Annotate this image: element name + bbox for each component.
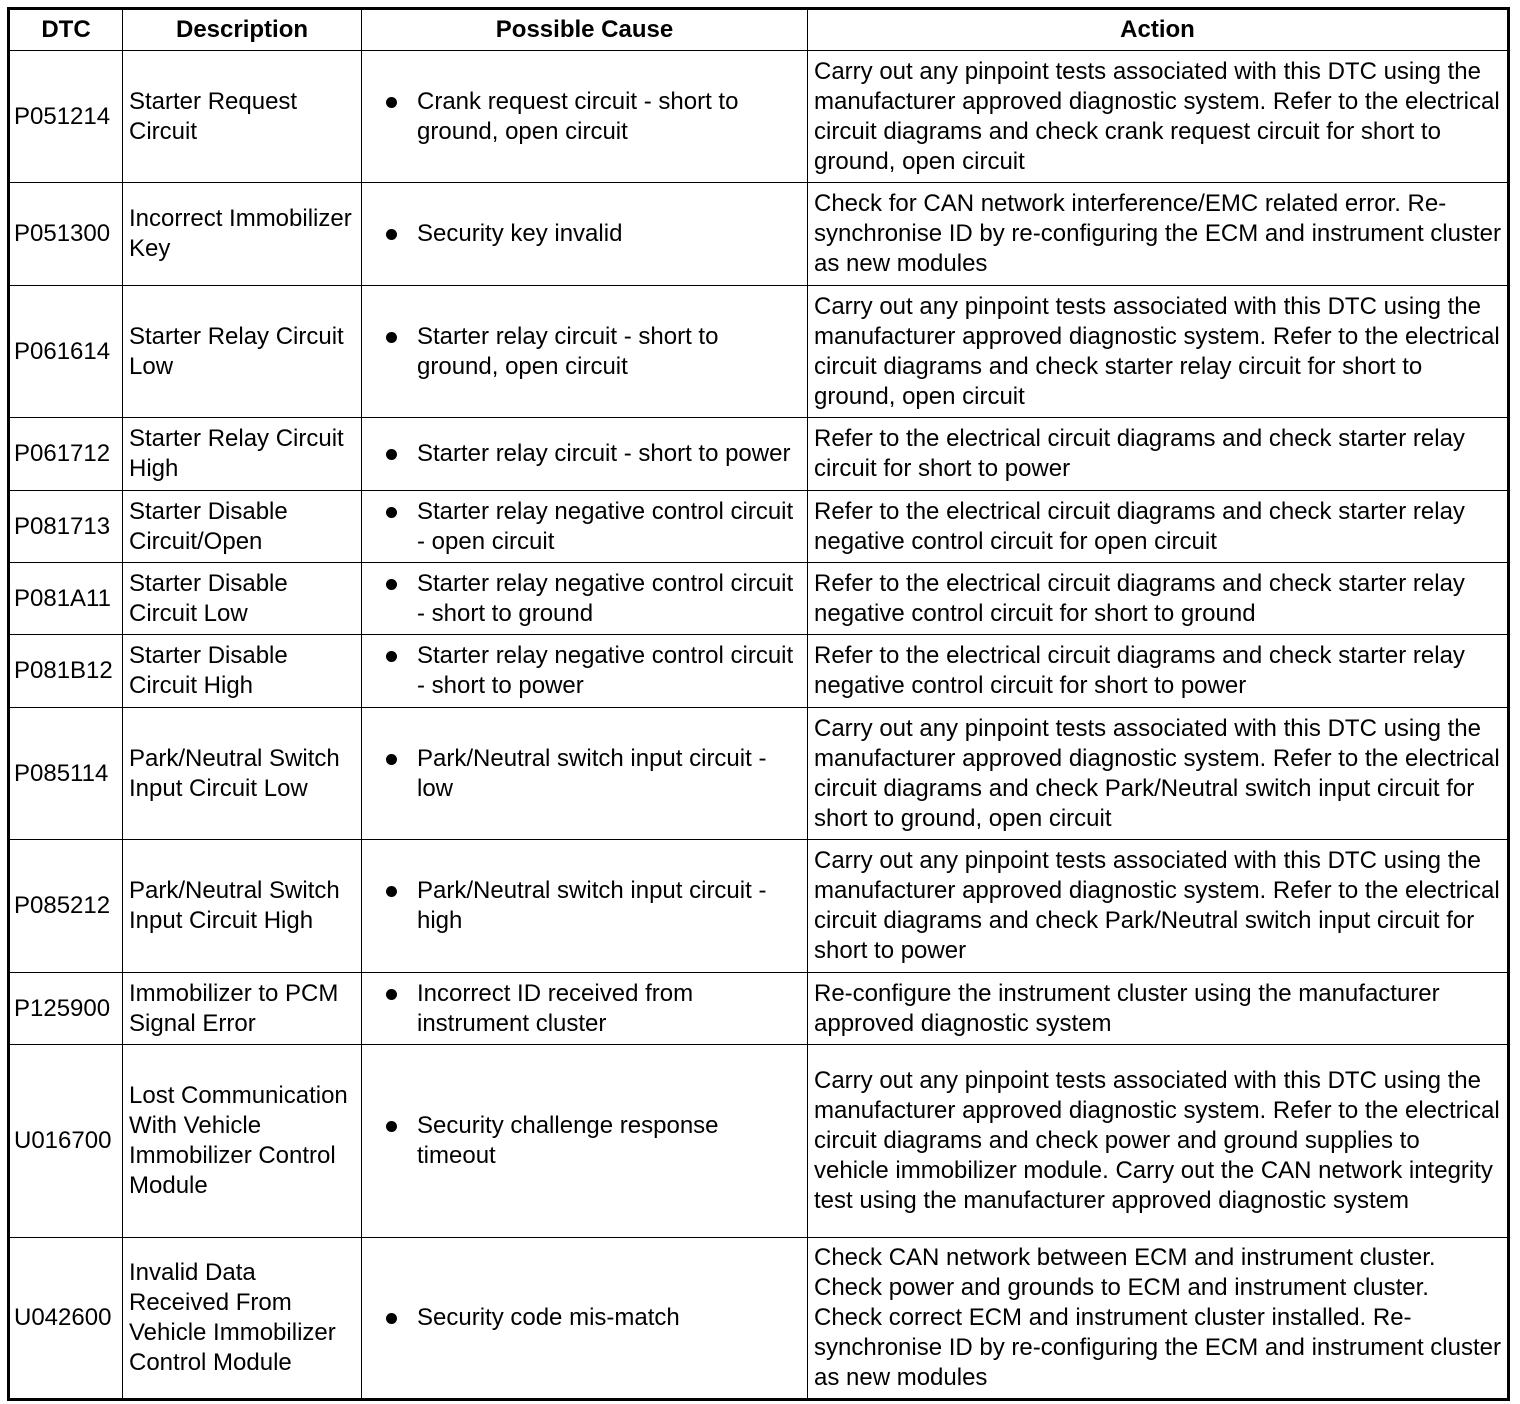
cell-possible-cause: [362, 286, 808, 418]
cell-description: Lost Communication With Vehicle Immobilizer Control Module: [123, 1045, 362, 1238]
cell-possible-cause: [362, 491, 808, 563]
header-action: Action: [808, 9, 1509, 51]
cell-possible-cause: [362, 635, 808, 708]
cell-action: Refer to the electrical circuit diagrams and check starter relay circuit for short to power: [808, 418, 1509, 491]
cell-action: Refer to the electrical circuit diagrams and check starter relay negative control circuit for open circuit: [808, 491, 1509, 563]
header-possible-cause: Possible Cause: [362, 9, 808, 51]
cell-dtc: P081713: [9, 491, 123, 563]
bullet-icon: [386, 1121, 397, 1132]
cell-description: Invalid Data Received From Vehicle Immobilizer Control Module: [123, 1238, 362, 1400]
bullet-icon: [386, 507, 397, 518]
bullet-icon: [386, 886, 397, 897]
table-row: [9, 183, 1509, 286]
cell-dtc: P081A11: [9, 563, 123, 635]
cell-description: Starter Relay Circuit High: [123, 418, 362, 491]
cell-possible-cause: [362, 418, 808, 491]
cause-text: Starter relay negative control circuit - short to power: [417, 642, 794, 699]
cell-dtc: U042600: [9, 1238, 123, 1400]
bullet-icon: [386, 579, 397, 590]
cell-action: Carry out any pinpoint tests associated with this DTC using the manufacturer approved diagnostic system. Refer to the electrical circuit diagrams and check Park/Neutral switch input circuit for short to power: [808, 840, 1509, 973]
cause-text: Security key invalid: [417, 220, 623, 247]
cell-description: Starter Disable Circuit Low: [123, 563, 362, 635]
dtc-table: [7, 7, 1510, 1401]
cell-dtc: U016700: [9, 1045, 123, 1238]
cell-possible-cause: [362, 183, 808, 286]
cell-action: Carry out any pinpoint tests associated with this DTC using the manufacturer approved diagnostic system. Refer to the electrical circuit diagrams and check crank request circuit for short to ground, open circuit: [808, 51, 1509, 183]
bullet-icon: [386, 989, 397, 1000]
cell-action: Refer to the electrical circuit diagrams and check starter relay negative control circuit for short to ground: [808, 563, 1509, 635]
cause-text: Park/Neutral switch input circuit - high: [417, 877, 767, 934]
cause-text: Security challenge response timeout: [417, 1112, 719, 1169]
cell-possible-cause: [362, 51, 808, 183]
cell-action: Carry out any pinpoint tests associated with this DTC using the manufacturer approved diagnostic system. Refer to the electrical circuit diagrams and check power and ground supplies to vehicle immobilizer module. Carry out the CAN network integrity test using the manufacturer approved diagnostic system: [808, 1045, 1509, 1238]
cell-dtc: P125900: [9, 973, 123, 1045]
table-row: [9, 286, 1509, 418]
cause-text: Starter relay circuit - short to ground, open circuit: [417, 322, 719, 380]
cell-dtc: P061614: [9, 286, 123, 418]
cell-description: Immobilizer to PCM Signal Error: [123, 973, 362, 1045]
cause-text: Starter relay negative control circuit - short to ground: [417, 569, 794, 627]
table-row: [9, 708, 1509, 840]
table-row: [9, 491, 1509, 563]
bullet-icon: [386, 97, 397, 108]
table-row: [9, 563, 1509, 635]
cell-dtc: P085212: [9, 840, 123, 973]
table-row: [9, 973, 1509, 1045]
cell-dtc: P051214: [9, 51, 123, 183]
cell-possible-cause: [362, 1045, 808, 1238]
bullet-icon: [386, 229, 397, 240]
table-row: [9, 635, 1509, 708]
cell-possible-cause: [362, 840, 808, 973]
table-row: [9, 1238, 1509, 1400]
cell-dtc: P061712: [9, 418, 123, 491]
cell-possible-cause: [362, 708, 808, 840]
header-description: Description: [123, 9, 362, 51]
cell-action: Carry out any pinpoint tests associated with this DTC using the manufacturer approved diagnostic system. Refer to the electrical circuit diagrams and check starter relay circuit for short to ground, open circuit: [808, 286, 1509, 418]
cell-description: Incorrect Immobilizer Key: [123, 183, 362, 286]
cell-description: Starter Relay Circuit Low: [123, 286, 362, 418]
bullet-icon: [386, 754, 397, 765]
cell-dtc: P051300: [9, 183, 123, 286]
cell-action: Check CAN network between ECM and instrument cluster. Check power and grounds to ECM and instrument cluster. Check correct ECM and instrument cluster installed. Re-synchronise ID by re-configuring the ECM and instrument cluster as new modules: [808, 1238, 1509, 1400]
cell-dtc: P081B12: [9, 635, 123, 708]
cell-dtc: P085114: [9, 708, 123, 840]
cause-text: Starter relay negative control circuit - open circuit: [417, 497, 794, 555]
cause-text: Starter relay circuit - short to power: [417, 440, 791, 467]
table-row: [9, 51, 1509, 183]
cell-action: Check for CAN network interference/EMC related error. Re-synchronise ID by re-configuring the ECM and instrument cluster as new modules: [808, 183, 1509, 286]
header-dtc: DTC: [9, 9, 123, 51]
table-row: [9, 1045, 1509, 1238]
cause-text: Park/Neutral switch input circuit - low: [417, 744, 767, 802]
cause-text: Crank request circuit - short to ground, open circuit: [417, 87, 739, 145]
cause-text: Incorrect ID received from instrument cluster: [417, 979, 694, 1037]
cell-action: Carry out any pinpoint tests associated with this DTC using the manufacturer approved diagnostic system. Refer to the electrical circuit diagrams and check Park/Neutral switch input circuit for short to ground, open circuit: [808, 708, 1509, 840]
cell-possible-cause: [362, 1238, 808, 1400]
cell-possible-cause: [362, 563, 808, 635]
cell-description: Starter Disable Circuit High: [123, 635, 362, 708]
bullet-icon: [386, 449, 397, 460]
cell-description: Starter Disable Circuit/Open: [123, 491, 362, 563]
bullet-icon: [386, 1313, 397, 1324]
table-row: [9, 418, 1509, 491]
table-row: [9, 840, 1509, 973]
cell-action: Re-configure the instrument cluster using the manufacturer approved diagnostic system: [808, 973, 1509, 1045]
cause-text: Security code mis-match: [417, 1304, 680, 1331]
cell-description: Park/Neutral Switch Input Circuit High: [123, 840, 362, 973]
cell-possible-cause: [362, 973, 808, 1045]
cell-description: Starter Request Circuit: [123, 51, 362, 183]
bullet-icon: [386, 651, 397, 662]
cell-action: Refer to the electrical circuit diagrams and check starter relay negative control circuit for short to power: [808, 635, 1509, 708]
header-row: [9, 9, 1509, 51]
bullet-icon: [386, 332, 397, 343]
cell-description: Park/Neutral Switch Input Circuit Low: [123, 708, 362, 840]
